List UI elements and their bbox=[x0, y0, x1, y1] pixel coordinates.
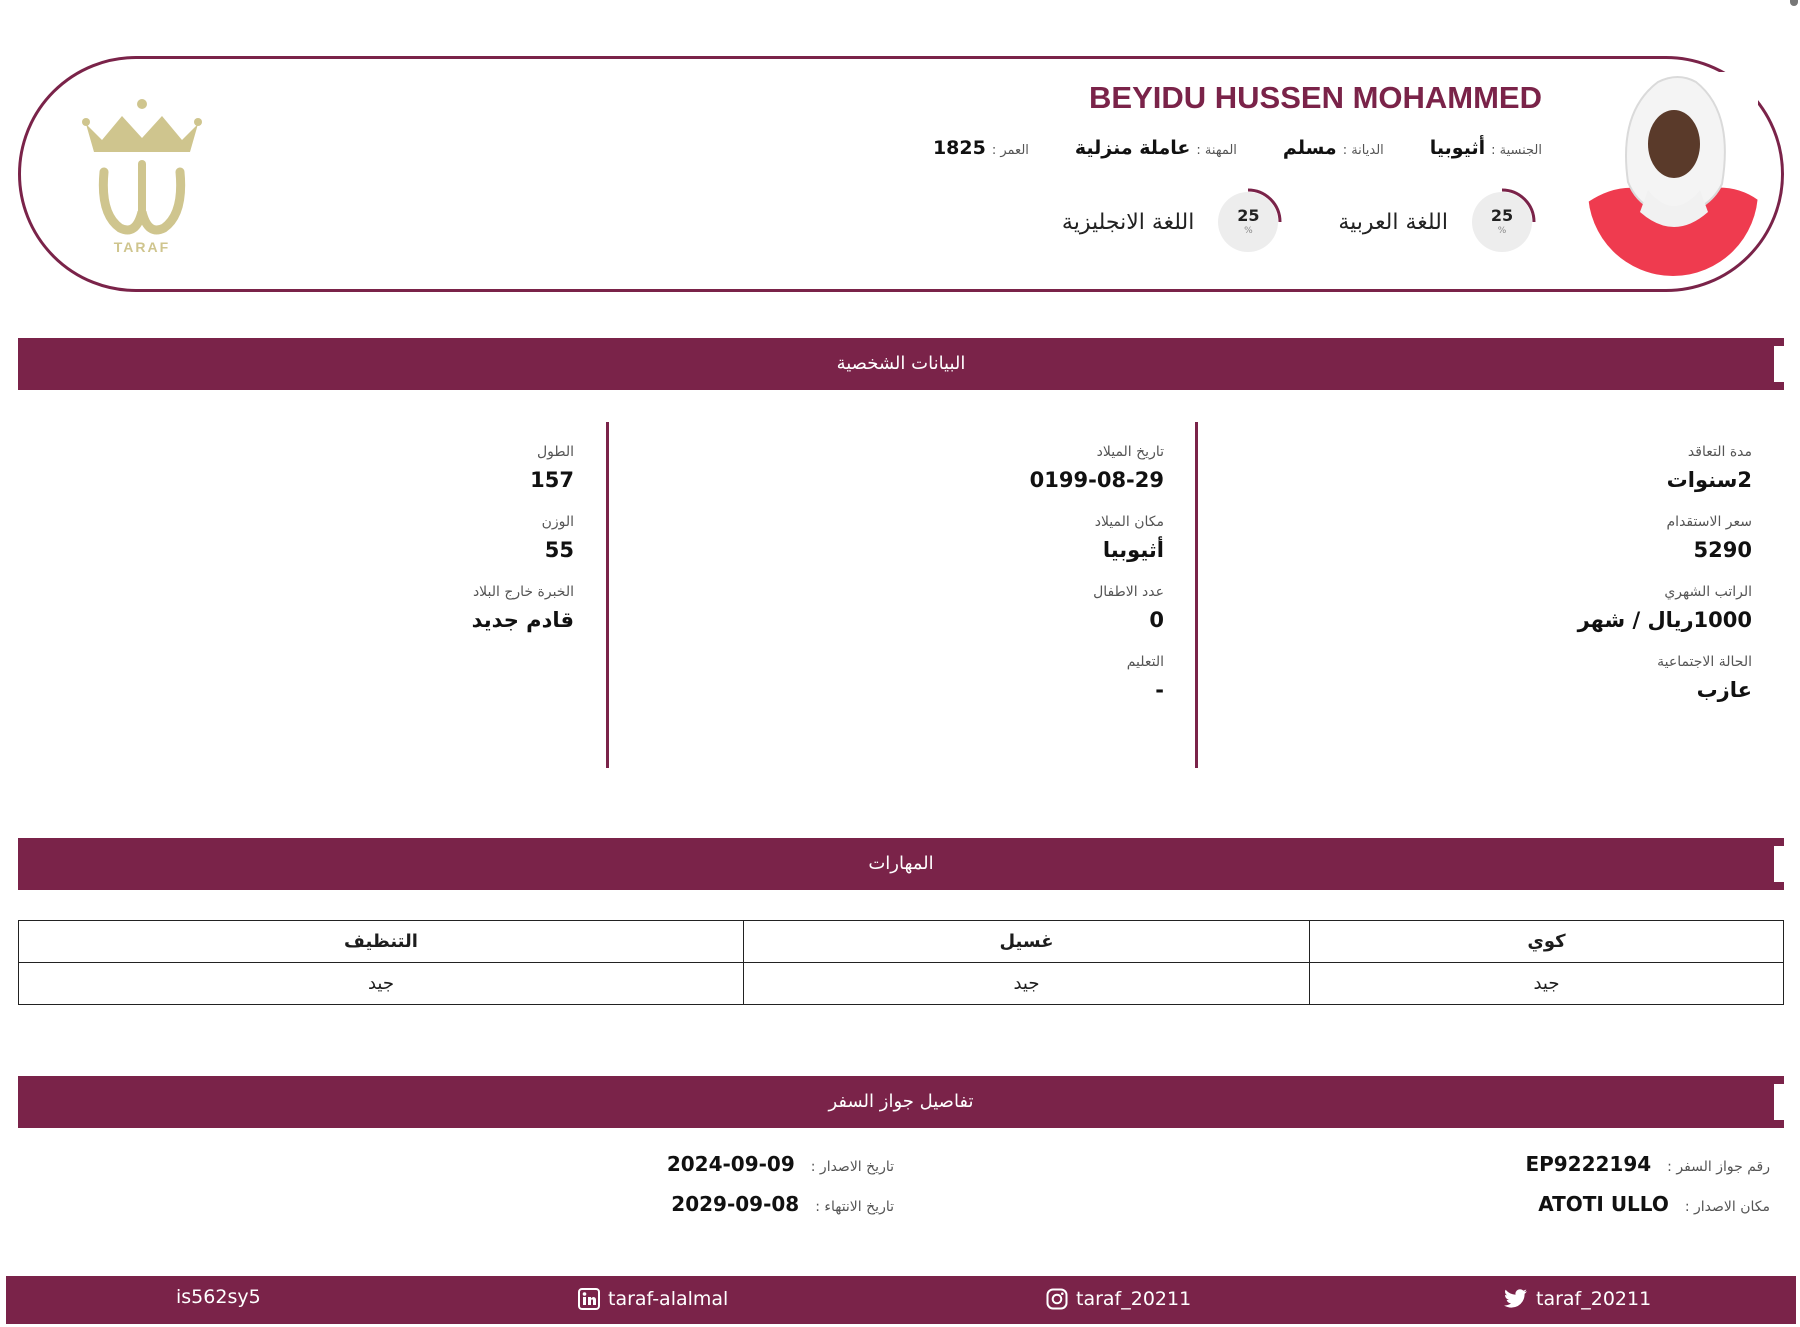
column-divider bbox=[606, 422, 609, 768]
twitter-handle: taraf_20211 bbox=[1536, 1288, 1652, 1310]
birth-place-value: أثيوبيا bbox=[1102, 538, 1164, 562]
passport-number-field bbox=[1525, 1152, 1770, 1192]
personal-data-title: البيانات الشخصية bbox=[836, 353, 966, 374]
details-column-3 bbox=[54, 422, 574, 768]
skills-header bbox=[18, 838, 1784, 890]
expiry-date-label: تاريخ الانتهاء : bbox=[815, 1199, 894, 1215]
skill-cleaning-level: جيد bbox=[19, 963, 744, 1005]
profession-label: المهنة : bbox=[1196, 143, 1237, 158]
skill-washing-header: غسيل bbox=[744, 921, 1310, 963]
personal-details bbox=[18, 422, 1784, 768]
nationality-label: الجنسية : bbox=[1491, 143, 1542, 158]
issue-date-field bbox=[667, 1152, 894, 1192]
issue-date-value: 2024-09-09 bbox=[666, 1152, 795, 1176]
marital-status-field bbox=[1232, 654, 1752, 702]
age-value: 1825 bbox=[932, 137, 986, 159]
skills-table bbox=[18, 920, 1784, 1005]
religion-value: مسلم bbox=[1282, 137, 1337, 159]
monthly-salary-value: 1000ريال / شهر bbox=[1577, 608, 1752, 632]
skills-header-row bbox=[19, 921, 1784, 963]
language-english-percent: 25 bbox=[1237, 206, 1260, 225]
skill-ironing-level: جيد bbox=[1310, 963, 1784, 1005]
religion-field bbox=[1283, 137, 1384, 159]
profession-field bbox=[1075, 137, 1237, 159]
nationality-value: أثيوبيا bbox=[1429, 137, 1486, 159]
linkedin-handle: taraf-alalmal bbox=[608, 1288, 729, 1310]
nationality-field bbox=[1430, 137, 1542, 159]
passport-details-right bbox=[1525, 1152, 1770, 1232]
language-english-label: اللغة الانجليزية bbox=[1061, 209, 1195, 235]
language-english bbox=[1062, 186, 1288, 258]
issue-place-label: مكان الاصدار : bbox=[1684, 1199, 1770, 1215]
corner-marker bbox=[1790, 0, 1798, 6]
skill-washing-level: جيد bbox=[744, 963, 1310, 1005]
weight-field bbox=[54, 514, 574, 562]
contract-duration-value: 2سنوات bbox=[1666, 468, 1752, 492]
skill-cleaning-header: التنظيف bbox=[19, 921, 744, 963]
weight-value: 55 bbox=[544, 538, 574, 562]
experience-abroad-value: قادم جديد bbox=[471, 608, 574, 632]
birth-place-label: مكان الميلاد bbox=[1094, 514, 1164, 530]
height-field bbox=[54, 444, 574, 492]
birth-date-label: تاريخ الميلاد bbox=[1096, 444, 1164, 460]
education-value: - bbox=[1155, 678, 1164, 702]
experience-abroad-field bbox=[54, 584, 574, 632]
birth-date-value: 0199-08-29 bbox=[1029, 468, 1164, 492]
skill-ironing-header: كوي bbox=[1310, 921, 1784, 963]
language-english-gauge bbox=[1216, 186, 1288, 258]
language-arabic-percent: 25 bbox=[1490, 206, 1514, 225]
height-value: 157 bbox=[530, 468, 574, 492]
passport-header bbox=[18, 1076, 1784, 1128]
issue-place-value: ATOTI ULLO bbox=[1538, 1192, 1669, 1216]
footer-linkedin-link[interactable] bbox=[578, 1288, 728, 1310]
language-arabic-label: اللغة العربية bbox=[1338, 209, 1448, 235]
passport-number-label: رقم جواز السفر : bbox=[1667, 1159, 1770, 1175]
skills-level-row bbox=[19, 963, 1784, 1005]
worker-meta-row bbox=[933, 137, 1542, 159]
monthly-salary-field bbox=[1232, 584, 1752, 632]
birth-place-field bbox=[644, 514, 1164, 562]
worker-name: BEYIDU HUSSEN MOHAMMED bbox=[1089, 80, 1542, 115]
footer-bar bbox=[6, 1276, 1796, 1324]
education-field bbox=[644, 654, 1164, 702]
marital-status-value: عازب bbox=[1696, 678, 1752, 702]
issue-date-label: تاريخ الاصدار : bbox=[810, 1159, 894, 1175]
recruitment-price-field bbox=[1232, 514, 1752, 562]
height-label: الطول bbox=[536, 444, 574, 460]
children-count-value: 0 bbox=[1149, 608, 1164, 632]
passport-number-value: EP9222194 bbox=[1525, 1152, 1652, 1176]
language-skills bbox=[1062, 186, 1542, 258]
language-arabic bbox=[1338, 186, 1542, 258]
contract-duration-field bbox=[1232, 444, 1752, 492]
weight-label: الوزن bbox=[541, 514, 574, 530]
birth-date-field bbox=[644, 444, 1164, 492]
language-arabic-percent-sign: % bbox=[1497, 226, 1507, 236]
passport-title: تفاصيل جواز السفر bbox=[828, 1091, 974, 1112]
profession-value: عاملة منزلية bbox=[1074, 137, 1191, 159]
passport-details-left bbox=[667, 1152, 894, 1232]
column-divider bbox=[1195, 422, 1198, 768]
footer-code-text: is562sy5 bbox=[176, 1286, 261, 1308]
age-field bbox=[933, 137, 1029, 159]
experience-abroad-label: الخبرة خارج البلاد bbox=[472, 584, 574, 600]
language-arabic-gauge bbox=[1470, 186, 1542, 258]
footer-code bbox=[176, 1286, 261, 1308]
footer-instagram-link[interactable] bbox=[1046, 1288, 1191, 1310]
twitter-icon bbox=[1504, 1289, 1528, 1309]
taraf-logo bbox=[80, 94, 204, 258]
children-count-field bbox=[644, 584, 1164, 632]
instagram-icon bbox=[1046, 1288, 1068, 1310]
monthly-salary-label: الراتب الشهري bbox=[1664, 584, 1752, 600]
children-count-label: عدد الاطفال bbox=[1093, 584, 1164, 600]
recruitment-price-label: سعر الاستقدام bbox=[1666, 514, 1752, 530]
skills-title: المهارات bbox=[868, 853, 934, 874]
religion-label: الديانة : bbox=[1342, 143, 1384, 158]
linkedin-icon bbox=[578, 1288, 600, 1310]
marital-status-label: الحالة الاجتماعية bbox=[1657, 654, 1752, 670]
expiry-date-field bbox=[667, 1192, 894, 1232]
worker-photo bbox=[1588, 72, 1758, 276]
contract-duration-label: مدة التعاقد bbox=[1687, 444, 1752, 460]
expiry-date-value: 2029-09-08 bbox=[671, 1192, 800, 1216]
details-column-1 bbox=[1232, 422, 1752, 768]
issue-place-field bbox=[1525, 1192, 1770, 1232]
language-english-percent-sign: % bbox=[1244, 226, 1253, 236]
recruitment-price-value: 5290 bbox=[1693, 538, 1752, 562]
education-label: التعليم bbox=[1126, 654, 1164, 670]
logo-wordmark: TARAF bbox=[113, 239, 171, 255]
details-column-2 bbox=[644, 422, 1164, 768]
instagram-handle: taraf_20211 bbox=[1076, 1288, 1192, 1310]
age-label: العمر : bbox=[991, 143, 1029, 158]
footer-twitter-link[interactable] bbox=[1504, 1288, 1651, 1310]
personal-data-header bbox=[18, 338, 1784, 390]
